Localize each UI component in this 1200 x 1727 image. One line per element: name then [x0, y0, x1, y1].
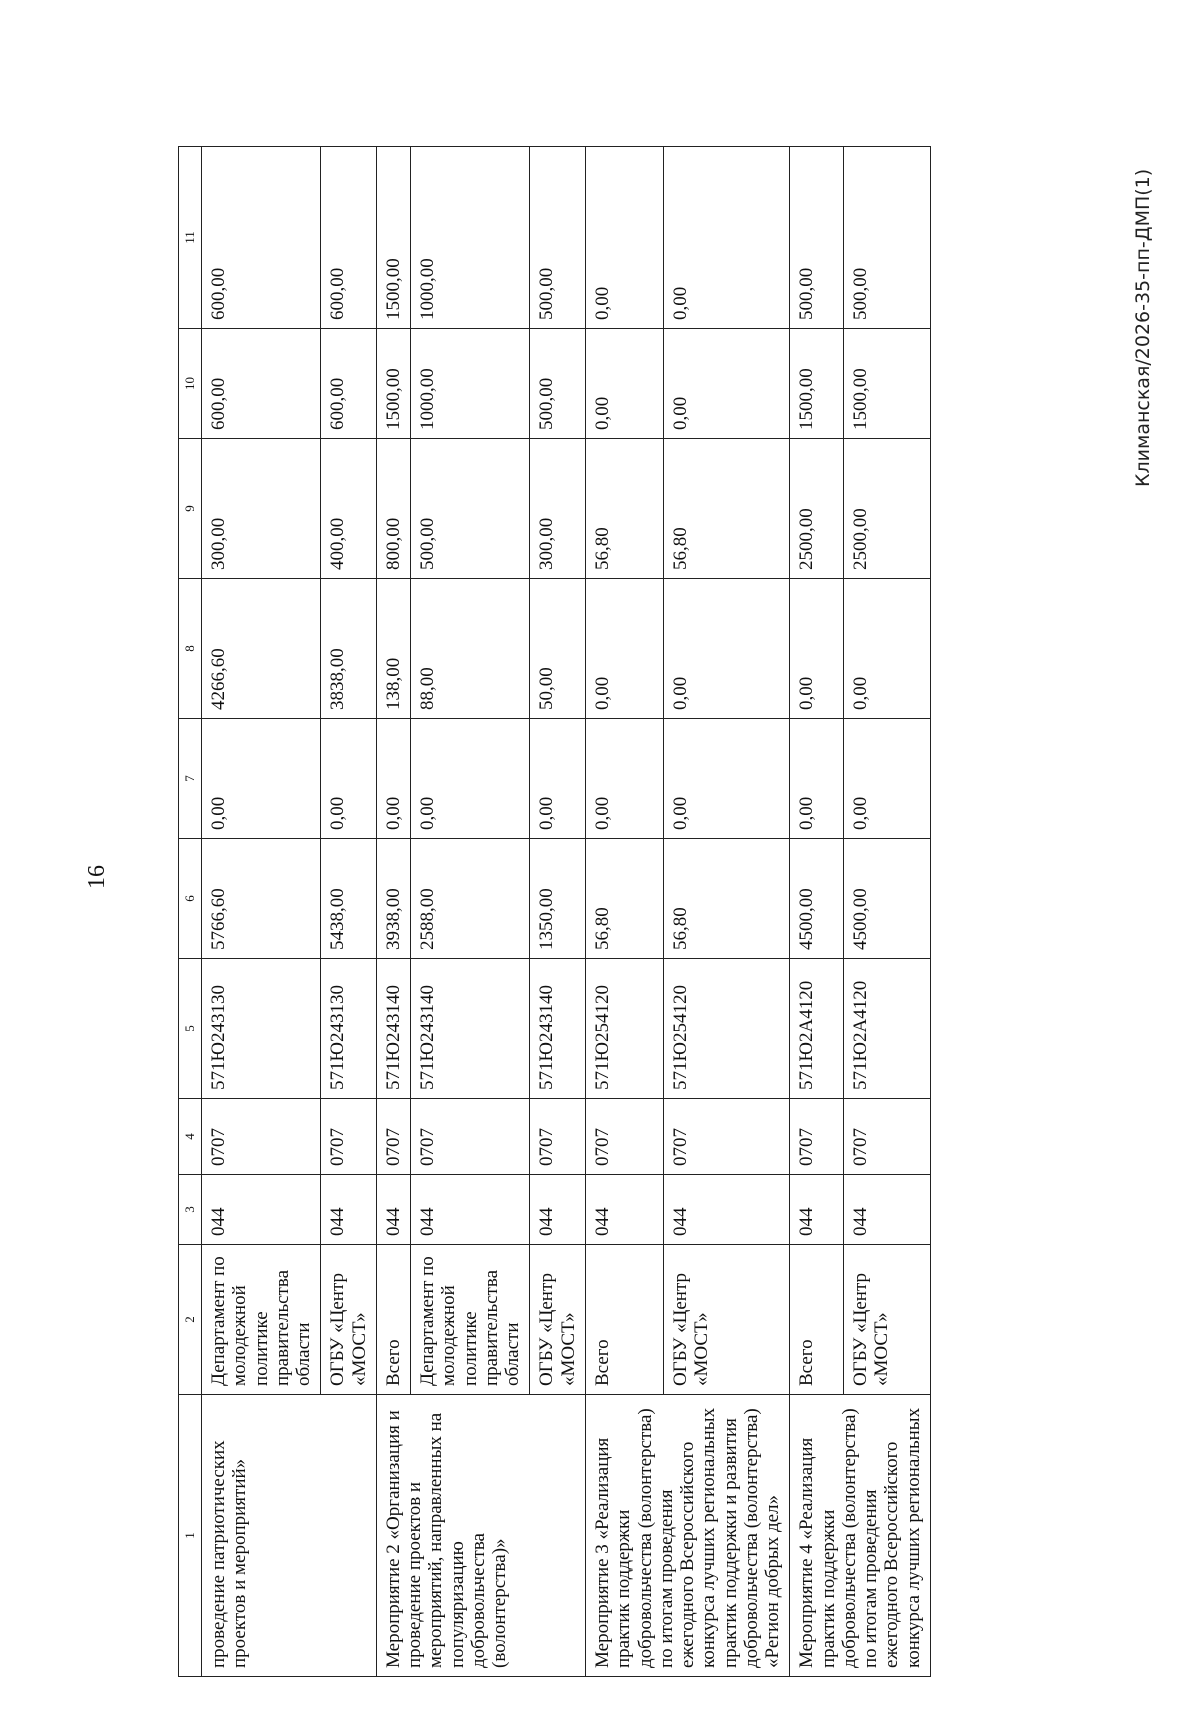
value-cell: 0,00	[663, 579, 789, 719]
value-cell: 1500,00	[844, 329, 931, 439]
value-cell: 571Ю243140	[411, 959, 530, 1099]
value-cell: 56,80	[663, 439, 789, 579]
value-cell: 0,00	[663, 719, 789, 839]
measure-title-cell: проведение патриотических проектов и мероприятий»	[202, 1395, 377, 1677]
value-cell: 88,00	[411, 579, 530, 719]
value-cell: 044	[844, 1175, 931, 1245]
budget-table	[178, 146, 931, 1677]
value-cell: 5766,60	[202, 839, 321, 959]
value-cell: 044	[202, 1175, 321, 1245]
value-cell: 600,00	[321, 147, 377, 329]
value-cell: 400,00	[321, 439, 377, 579]
value-cell: 044	[530, 1175, 586, 1245]
header-cell: 4	[179, 1099, 202, 1175]
value-cell: 571Ю254120	[663, 959, 789, 1099]
value-cell: 138,00	[376, 579, 410, 719]
value-cell: 500,00	[411, 439, 530, 579]
value-cell: 0707	[790, 1099, 844, 1175]
header-cell: 1	[179, 1395, 202, 1677]
header-cell: 8	[179, 579, 202, 719]
executor-cell: Всего	[790, 1245, 844, 1395]
value-cell: 1000,00	[411, 147, 530, 329]
page-number: 16	[84, 865, 110, 889]
value-cell: 0,00	[376, 719, 410, 839]
value-cell: 2500,00	[790, 439, 844, 579]
value-cell: 0,00	[790, 719, 844, 839]
table-row	[376, 147, 410, 1677]
executor-cell: ОГБУ «Центр «МОСТ»	[844, 1245, 931, 1395]
header-cell: 9	[179, 439, 202, 579]
value-cell: 1500,00	[376, 329, 410, 439]
value-cell: 50,00	[530, 579, 586, 719]
table-body	[202, 147, 931, 1677]
header-cell: 7	[179, 719, 202, 839]
value-cell: 2588,00	[411, 839, 530, 959]
executor-cell: Всего	[376, 1245, 410, 1395]
value-cell: 0707	[202, 1099, 321, 1175]
table-row	[585, 147, 663, 1677]
value-cell: 044	[321, 1175, 377, 1245]
measure-title-cell: Мероприятие 3 «Реализация практик поддержки добровольчества (волонтерства) по итогам проведения ежегодного Всероссийского конкурса лучших региональных практик поддержки и развития добровольчества (волонтерства) «Регион добрых дел»	[585, 1395, 789, 1677]
value-cell: 4266,60	[202, 579, 321, 719]
value-cell: 300,00	[202, 439, 321, 579]
value-cell: 1500,00	[376, 147, 410, 329]
value-cell: 0707	[530, 1099, 586, 1175]
value-cell: 0,00	[585, 329, 663, 439]
value-cell: 0,00	[844, 719, 931, 839]
value-cell: 4500,00	[844, 839, 931, 959]
header-cell: 3	[179, 1175, 202, 1245]
value-cell: 571Ю254120	[585, 959, 663, 1099]
value-cell: 0707	[663, 1099, 789, 1175]
value-cell: 0,00	[663, 147, 789, 329]
value-cell: 044	[663, 1175, 789, 1245]
value-cell: 3838,00	[321, 579, 377, 719]
value-cell: 571Ю243130	[321, 959, 377, 1099]
executor-cell: Департамент по молодежной политике правительства области	[202, 1245, 321, 1395]
table-row	[790, 147, 844, 1677]
header-cell: 5	[179, 959, 202, 1099]
value-cell: 0707	[844, 1099, 931, 1175]
value-cell: 56,80	[663, 839, 789, 959]
value-cell: 0,00	[321, 719, 377, 839]
value-cell: 044	[411, 1175, 530, 1245]
value-cell: 1350,00	[530, 839, 586, 959]
value-cell: 571Ю2А4120	[790, 959, 844, 1099]
value-cell: 0707	[585, 1099, 663, 1175]
value-cell: 044	[376, 1175, 410, 1245]
value-cell: 044	[585, 1175, 663, 1245]
value-cell: 800,00	[376, 439, 410, 579]
value-cell: 0707	[411, 1099, 530, 1175]
value-cell: 0707	[321, 1099, 377, 1175]
value-cell: 0,00	[585, 719, 663, 839]
value-cell: 300,00	[530, 439, 586, 579]
value-cell: 044	[790, 1175, 844, 1245]
measure-title-cell: Мероприятие 4 «Реализация практик поддержки добровольчества (волонтерства) по итогам проведения ежегодного Всероссийского конкурса лучших региональных	[790, 1395, 931, 1677]
value-cell: 56,80	[585, 839, 663, 959]
header-row	[179, 147, 202, 1677]
value-cell: 0,00	[411, 719, 530, 839]
value-cell: 0,00	[844, 579, 931, 719]
value-cell: 571Ю2А4120	[844, 959, 931, 1099]
value-cell: 0,00	[585, 147, 663, 329]
executor-cell: ОГБУ «Центр «МОСТ»	[663, 1245, 789, 1395]
value-cell: 0707	[376, 1099, 410, 1175]
header-cell: 11	[179, 147, 202, 329]
executor-cell: Всего	[585, 1245, 663, 1395]
value-cell: 0,00	[530, 719, 586, 839]
value-cell: 500,00	[844, 147, 931, 329]
value-cell: 0,00	[202, 719, 321, 839]
value-cell: 600,00	[202, 147, 321, 329]
value-cell: 600,00	[321, 329, 377, 439]
value-cell: 2500,00	[844, 439, 931, 579]
value-cell: 500,00	[530, 329, 586, 439]
value-cell: 3938,00	[376, 839, 410, 959]
value-cell: 500,00	[530, 147, 586, 329]
document-footer: Климанская/2026-35-пп-ДМП(1)	[1132, 168, 1154, 487]
value-cell: 600,00	[202, 329, 321, 439]
value-cell: 0,00	[663, 329, 789, 439]
value-cell: 56,80	[585, 439, 663, 579]
table-row	[202, 147, 321, 1677]
header-cell: 10	[179, 329, 202, 439]
value-cell: 5438,00	[321, 839, 377, 959]
value-cell: 571Ю243130	[202, 959, 321, 1099]
header-cell: 2	[179, 1245, 202, 1395]
executor-cell: Департамент по молодежной политике правительства области	[411, 1245, 530, 1395]
value-cell: 4500,00	[790, 839, 844, 959]
measure-title-cell: Мероприятие 2 «Организация и проведение проектов и мероприятий, направленных на популяризацию добровольчества (волонтерства)»	[376, 1395, 585, 1677]
executor-cell: ОГБУ «Центр «МОСТ»	[530, 1245, 586, 1395]
header-cell: 6	[179, 839, 202, 959]
value-cell: 1000,00	[411, 329, 530, 439]
value-cell: 500,00	[790, 147, 844, 329]
value-cell: 571Ю243140	[376, 959, 410, 1099]
value-cell: 0,00	[790, 579, 844, 719]
executor-cell: ОГБУ «Центр «МОСТ»	[321, 1245, 377, 1395]
value-cell: 0,00	[585, 579, 663, 719]
value-cell: 571Ю243140	[530, 959, 586, 1099]
value-cell: 1500,00	[790, 329, 844, 439]
